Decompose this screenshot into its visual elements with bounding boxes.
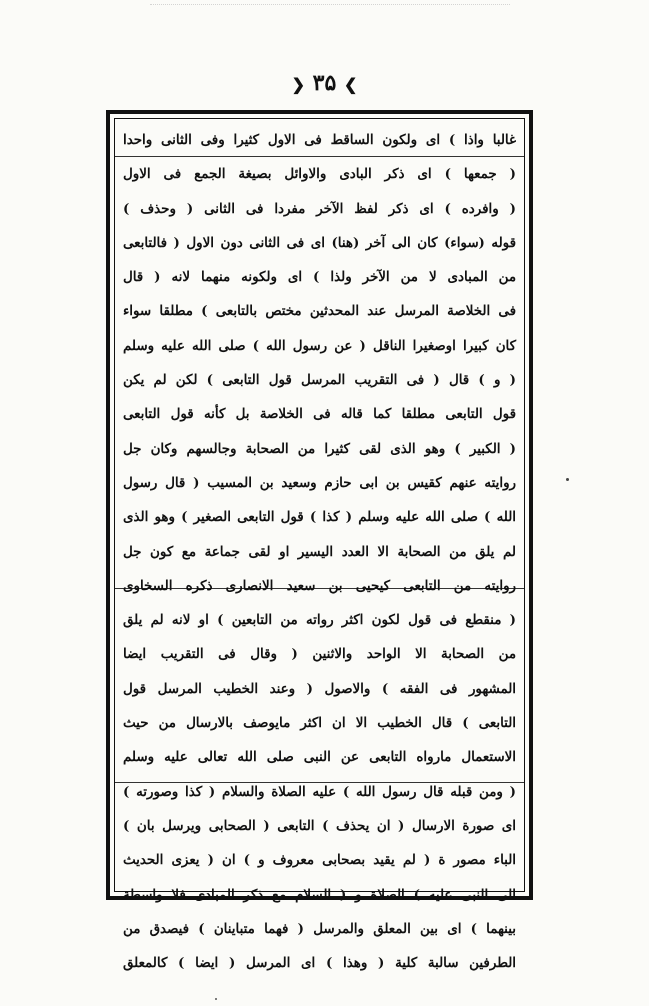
page-number bbox=[0, 70, 649, 96]
text-line: الطرفين سالبة كلية ( وهذا ) اى المرسل ( ايضا ) كالمعلق bbox=[123, 955, 516, 972]
text-line: من الصحابة الا الواحد والاثنين ( وقال فى التقريب ايضا bbox=[123, 646, 516, 663]
text-line: قوله (سواء) كان الى آخر (هنا) اى فى الثانى دون الاول ( فالتابعى bbox=[123, 234, 516, 251]
text-line: المشهور فى الفقه ) والاصول ( وعند الخطيب المرسل قول bbox=[123, 680, 516, 697]
margin-mark bbox=[566, 478, 569, 481]
text-line: فى الخلاصة المرسل عند المحدثين مختص بالتابعى ) مطلقا سواء bbox=[123, 303, 516, 320]
text-line: ( و ) قال ( فى التقريب المرسل قول التابعى ) لكن لم يكن bbox=[123, 372, 516, 389]
text-line: كان كبيرا اوصغيرا الناقل ( عن رسول الله ) صلى الله عليه وسلم bbox=[123, 337, 516, 354]
page-number-text: ۳۵ bbox=[312, 70, 337, 96]
text-line: التابعى ) قال الخطيب الا ان اكثر مايوصف بالارسال من حيث bbox=[123, 715, 516, 732]
text-line: بينهما ) اى بين المعلق والمرسل ( فهما متباينان ) فيصدق من bbox=[123, 920, 516, 937]
text-line: روايته من التابعى كيحيى بن سعيد الانصارى ذكره السخاوى bbox=[123, 577, 516, 594]
page-border-inner bbox=[114, 118, 525, 972]
ornament-right-icon: ❮ bbox=[343, 75, 358, 94]
text-line: ( ومن قبله قال رسول الله ) عليه الصلاة والسلام ( كذا وصورته ) bbox=[123, 783, 516, 800]
text-line: الاستعمال مارواه التابعى عن النبى صلى الله تعالى عليه وسلم bbox=[123, 749, 516, 766]
text-line: ( وافرده ) اى ذكر لفظ الآخر مفردا فى الثانى ( وحذف ) bbox=[123, 200, 516, 217]
text-line: اى صورة الارسال ( ان يحذف ) التابعى ( الصحابى ويرسل بان ) bbox=[123, 817, 516, 834]
text-line: الباء مصور ة ( لم يقيد بصحابى معروف و ) ان ( يعزى الحديث bbox=[123, 852, 516, 869]
text-line: الى النبى عليه ) الصلاة و ( السلام مع ذكر المبادى فلا واسطة bbox=[123, 886, 516, 903]
text-line: لم يلق من الصحابة الا العدد اليسير او لقى جماعة مع كون جل bbox=[123, 543, 516, 560]
text-line: من المبادى لا من الآخر ولذا ) اى ولكونه منهما لانه ( قال bbox=[123, 269, 516, 286]
text-line: ( جمعها ) اى ذكر البادى والاوائل بصيغة الجمع فى الاول bbox=[123, 166, 516, 183]
text-line: ( منقطع فى قول لكون اكثر رواته من التابعين ) او لانه لم يلق bbox=[123, 612, 516, 629]
text-line: قول التابعى مطلقا كما قاله فى الخلاصة بل كأنه قول التابعى bbox=[123, 406, 516, 423]
text-line: غالبا واذا ) اى ولكون الساقط فى الاول كثيرا وفى الثانى واحدا bbox=[123, 132, 516, 148]
scan-noise bbox=[150, 4, 510, 17]
text-body bbox=[115, 123, 524, 980]
text-line: الله ) صلى الله عليه وسلم ( كذا ) قول التابعى الصغير ) وهو الذى bbox=[123, 509, 516, 526]
text-line: ( الكبير ) وهو الذى لقى كثيرا من الصحابة وجالسهم وكان جل bbox=[123, 440, 516, 457]
text-line: روايته عنهم كقيس بن ابى حازم وسعيد بن المسيب ( قال رسول bbox=[123, 474, 516, 491]
ornament-left-icon: ❯ bbox=[291, 75, 305, 94]
margin-mark bbox=[215, 998, 217, 1000]
